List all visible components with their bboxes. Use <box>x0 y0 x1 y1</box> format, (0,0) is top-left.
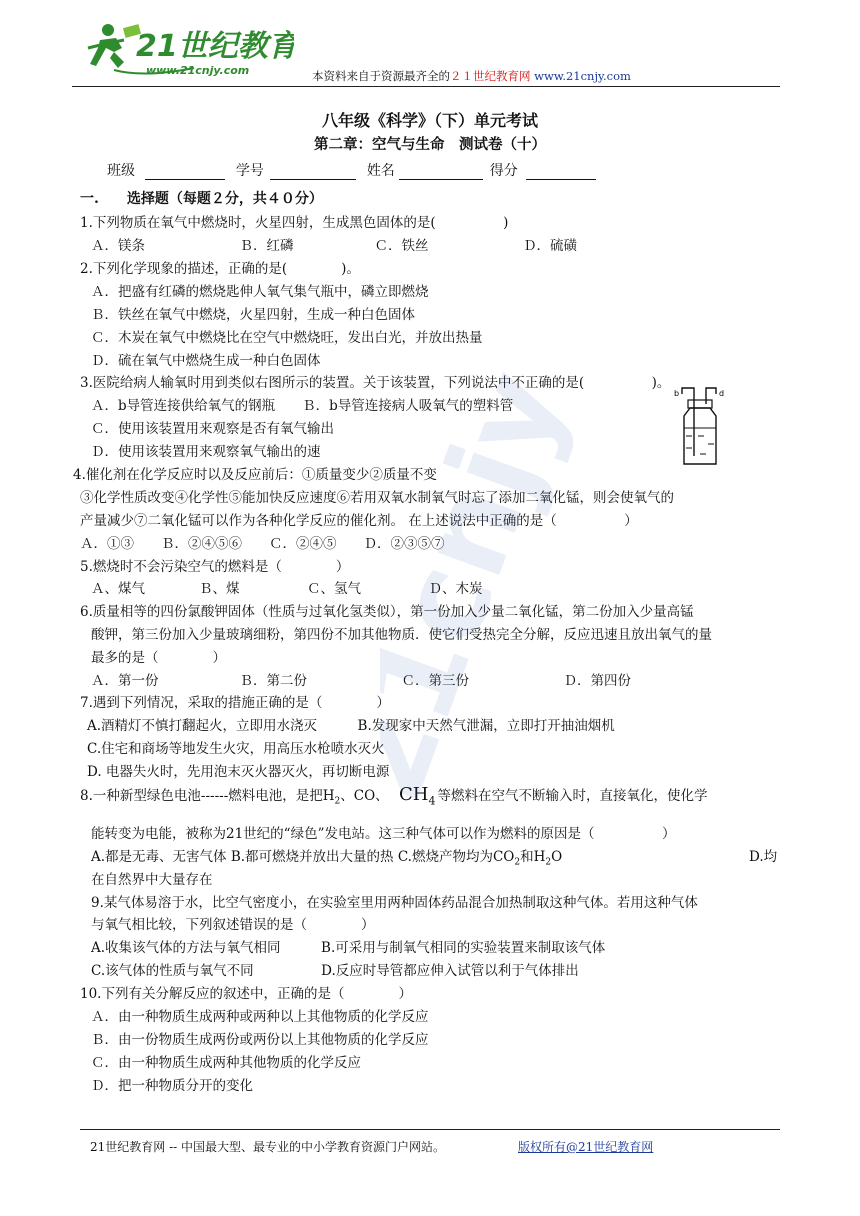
copyright-link[interactable]: 版权所有@21世纪教育网 <box>518 1140 654 1154</box>
q10-option-d: Ｄ．把一种物质分开的变化 <box>91 1078 253 1094</box>
student-info-fields: 班级 学号 姓名 得分 <box>107 160 596 180</box>
q10-option-c: Ｃ．由一种物质生成两种其他物质的化学反应 <box>91 1055 361 1071</box>
q10-option-b: Ｂ．由一份物质生成两份或两份以上其他物质的化学反应 <box>91 1032 429 1048</box>
exam-title: 八年级《科学》（下）单元考试 <box>321 111 538 130</box>
q10-option-a: Ａ．由一种物质生成两种或两种以上其他物质的化学反应 <box>91 1009 429 1025</box>
header-divider <box>72 86 780 87</box>
q4-options: Ａ．①③ Ｂ．②④⑤⑥ Ｃ．②④⑤ Ｄ．②③⑤⑦ <box>80 536 445 552</box>
footer-divider <box>80 1129 780 1130</box>
name-blank[interactable] <box>399 165 483 180</box>
header-url[interactable]: www.21cnjy.com <box>534 69 631 83</box>
q4-line-3: 产量减少⑦二氧化锰可以作为各种化学反应的催化剂。 在上述说法中正确的是（ ） <box>80 513 638 529</box>
score-blank[interactable] <box>526 165 596 180</box>
q2-option-c: Ｃ．木炭在氧气中燃烧比在空气中燃烧旺，发出白光，并放出热量 <box>91 330 483 346</box>
q6-options: Ａ．第一份 Ｂ．第二份 Ｃ．第三份 Ｄ．第四份 <box>91 673 631 689</box>
tube-label-b: b <box>674 389 680 398</box>
header-site-name: ２１世纪教育网 <box>450 69 531 83</box>
q2-option-a: Ａ．把盛有红磷的燃烧匙伸人氧气集气瓶中，磷立即燃烧 <box>91 284 429 300</box>
q1-stem: 1.下列物质在氧气中燃烧时，火星四射，生成黑色固体的是( ) <box>80 215 509 231</box>
q7-options-ab: A.酒精灯不慎打翻起火，立即用水浇灭 B.发现家中天然气泄漏，立即打开抽油烟机 <box>87 718 615 734</box>
q10-stem: 10.下列有关分解反应的叙述中，正确的是（ ） <box>80 986 412 1002</box>
section-heading: 一. 选择题（每题２分，共４０分） <box>80 191 323 207</box>
logo-url: www.21cnjy.com <box>146 64 250 77</box>
q9-options-cd: C.该气体的性质与氧气不同 D.反应时导管都应伸入试管以利于气体排出 <box>91 963 579 979</box>
footer-text: 21世纪教育网 -- 中国最大型、最专业的中小学教育资源门户网站。 <box>90 1140 446 1154</box>
q2-option-d: Ｄ．硫在氧气中燃烧生成一种白色固体 <box>91 353 321 369</box>
q2-option-b: Ｂ．铁丝在氧气中燃烧，火星四射，生成一种白色固体 <box>91 307 415 323</box>
q7-option-c: C.住宅和商场等地发生火灾，用高压水枪喷水灭火 <box>87 741 385 757</box>
site-logo <box>84 18 294 82</box>
q8-line-2: 能转变为电能，被称为21世纪的“绿色”发电站。这三种气体可以作为燃料的原因是（ ） <box>91 826 676 842</box>
q5-options: Ａ、煤气 Ｂ、煤 Ｃ、氢气 Ｄ、木炭 <box>91 581 483 597</box>
q5-stem: 5.燃烧时不会污染空气的燃料是（ ） <box>80 559 350 575</box>
q2-stem: 2.下列化学现象的描述，正确的是( )。 <box>80 261 360 277</box>
q4-line-2: ③化学性质改变④化学性⑤能加快反应速度⑥若用双氧水制氧气时忘了添加二氧化锰，则会使氧气的 <box>80 490 674 506</box>
q6-line-3: 最多的是（ ） <box>91 650 226 666</box>
id-blank[interactable] <box>270 165 356 180</box>
watermark <box>380 280 600 920</box>
tube-label-d: d <box>719 389 725 398</box>
q9-line-2: 与氧气相比较，下列叙述错误的是（ ） <box>91 917 375 933</box>
q9-stem: 9.某气体易溶于水，比空气密度小，在实验室里用两种固体药品混合加热制取这种气体。若用这种气体 <box>91 895 698 911</box>
logo-text: 21世纪教育 <box>136 29 294 64</box>
q4-stem: 4.催化剂在化学反应时以及反应前后：①质量变少②质量不变 <box>73 467 437 483</box>
q3-options-ab: Ａ．b导管连接供给氧气的钢瓶 Ｂ．b导管连接病人吸氧气的塑料管 <box>91 398 514 414</box>
q8-options: A.都是无毒、无害气体 B.都可燃烧并放出大量的热 C.燃烧产物均为$CO_2$和$H_2O$ <box>91 849 563 868</box>
class-blank[interactable] <box>145 165 225 180</box>
exam-subtitle: 第二章：空气与生命 测试卷（十） <box>314 136 546 153</box>
q3-option-d: Ｄ．使用该装置用来观察氧气输出的速 <box>91 444 321 460</box>
q8-option-d-cont: 在自然界中大量存在 <box>91 872 213 888</box>
q8-stem: 8.一种新型绿色电池------燃料电池，是把$H_2$、CO、 $CH_4$ 等燃料在空气不断输入时，直接氧化，使化学 <box>80 784 708 808</box>
header-note: 本资料来自于资源最齐全的２１世纪教育网 www.21cnjy.com <box>312 69 631 83</box>
q7-option-d: D. 电器失火时，先用泡末灭火器灭火，再切断电源 <box>87 764 390 780</box>
q6-stem: 6.质量相等的四份氯酸钾固体（性质与过氧化氢类似），第一份加入少量二氧化锰，第二份加入少量高锰 <box>80 604 694 620</box>
svg-text:21cnjy: 21cnjy <box>380 354 593 819</box>
q3-option-c: Ｃ．使用该装置用来观察是否有氧气输出 <box>91 421 334 437</box>
q3-stem: 3.医院给病人输氧时用到类似右图所示的装置。关于该装置，下列说法中不正确的是( )。 <box>80 375 671 391</box>
q1-options: Ａ．镁条 Ｂ．红磷 Ｃ．铁丝 Ｄ．硫磺 <box>91 238 577 254</box>
q7-stem: 7.遇到下列情况，采取的措施正确的是（ ） <box>80 695 390 711</box>
gas-washing-bottle-diagram <box>672 386 728 468</box>
q9-options-ab: A.收集该气体的方法与氧气相同 B.可采用与制氧气相同的实验装置来制取该气体 <box>91 940 606 956</box>
q6-line-2: 酸钾，第三份加入少量玻璃细粉，第四份不加其他物质．使它们受热完全分解，反应迅速且放出氧气的量 <box>91 627 712 643</box>
q8-option-d: D.均 <box>749 849 778 865</box>
